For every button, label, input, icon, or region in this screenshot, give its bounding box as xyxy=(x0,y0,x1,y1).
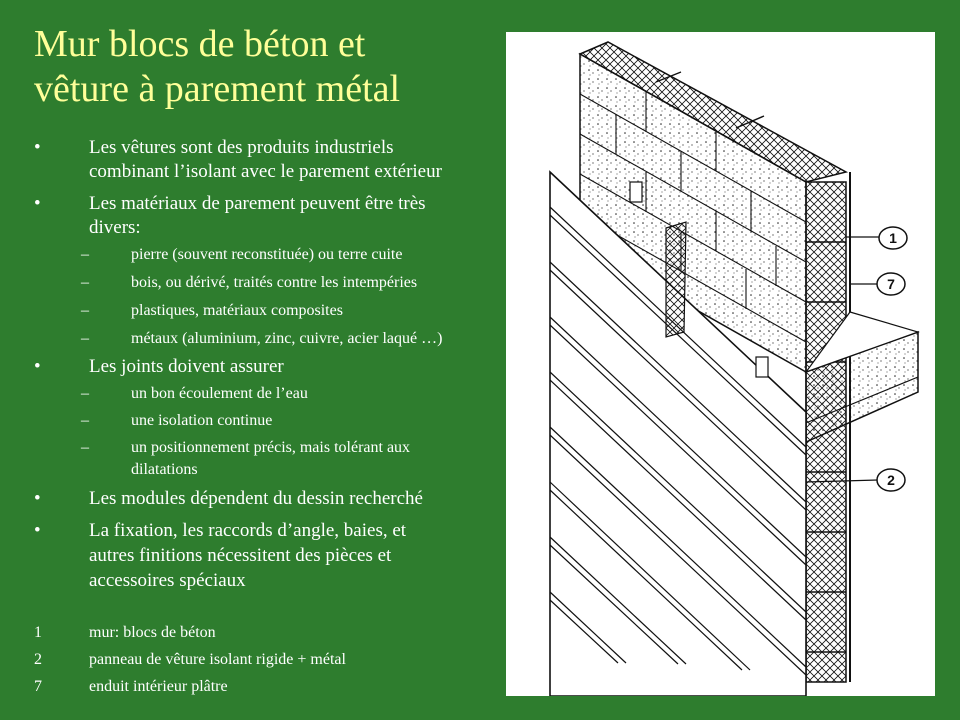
sub-marker: – xyxy=(81,246,89,263)
slide-title-line-2: vêture à parement métal xyxy=(34,68,401,110)
bullet-text: divers: xyxy=(89,217,141,238)
bullet-text: accessoires spéciaux xyxy=(89,570,246,591)
sub-text: une isolation continue xyxy=(131,412,273,429)
sub-text: métaux (aluminium, zinc, cuivre, acier laqué …) xyxy=(131,330,443,347)
slide-title xyxy=(34,22,504,112)
sub-marker: – xyxy=(81,274,89,291)
callout-1-label: 1 xyxy=(889,230,897,246)
callout-7-label: 7 xyxy=(887,276,895,292)
bullet-text: La fixation, les raccords d’angle, baies, et xyxy=(89,520,407,541)
bullet-text: combinant l’isolant avec le parement extérieur xyxy=(89,161,442,182)
bullet-marker: • xyxy=(34,356,41,377)
slide-title-line-1: Mur blocs de béton et xyxy=(34,23,366,65)
wall-section-illustration xyxy=(506,32,935,696)
sub-marker: – xyxy=(81,330,89,347)
wall-drawing xyxy=(506,32,935,696)
sub-text: un positionnement précis, mais tolérant aux xyxy=(131,439,411,456)
bullet-marker: • xyxy=(34,137,41,158)
callout-7 xyxy=(850,273,905,295)
legend-number: 7 xyxy=(34,678,42,695)
sub-text: bois, ou dérivé, traités contre les intempéries xyxy=(131,274,418,291)
bullet-text: autres finitions nécessitent des pièces et xyxy=(89,545,392,566)
bullet-text: Les joints doivent assurer xyxy=(89,356,284,377)
legend-text: panneau de vêture isolant rigide + métal xyxy=(89,651,346,668)
callout-1 xyxy=(846,227,907,249)
bullet-text: Les modules dépendent du dessin recherché xyxy=(89,488,423,509)
bullet-text: Les vêtures sont des produits industriels xyxy=(89,137,394,158)
sub-marker: – xyxy=(81,439,89,456)
sub-marker: – xyxy=(81,302,89,319)
legend-text: enduit intérieur plâtre xyxy=(89,678,228,695)
legend-number: 2 xyxy=(34,651,42,668)
bullet-marker: • xyxy=(34,193,41,214)
legend-number: 1 xyxy=(34,624,42,641)
sub-marker: – xyxy=(81,412,89,429)
callout-2-label: 2 xyxy=(887,472,895,488)
sub-text: plastiques, matériaux composites xyxy=(131,302,343,319)
sub-text: pierre (souvent reconstituée) ou terre cuite xyxy=(131,246,403,263)
legend-text: mur: blocs de béton xyxy=(89,624,216,641)
sub-marker: – xyxy=(81,385,89,402)
bullet-text: Les matériaux de parement peuvent être très xyxy=(89,193,426,214)
bullet-marker: • xyxy=(34,488,41,509)
sub-text: dilatations xyxy=(131,461,198,478)
bullet-marker: • xyxy=(34,520,41,541)
sub-text: un bon écoulement de l’eau xyxy=(131,385,308,402)
